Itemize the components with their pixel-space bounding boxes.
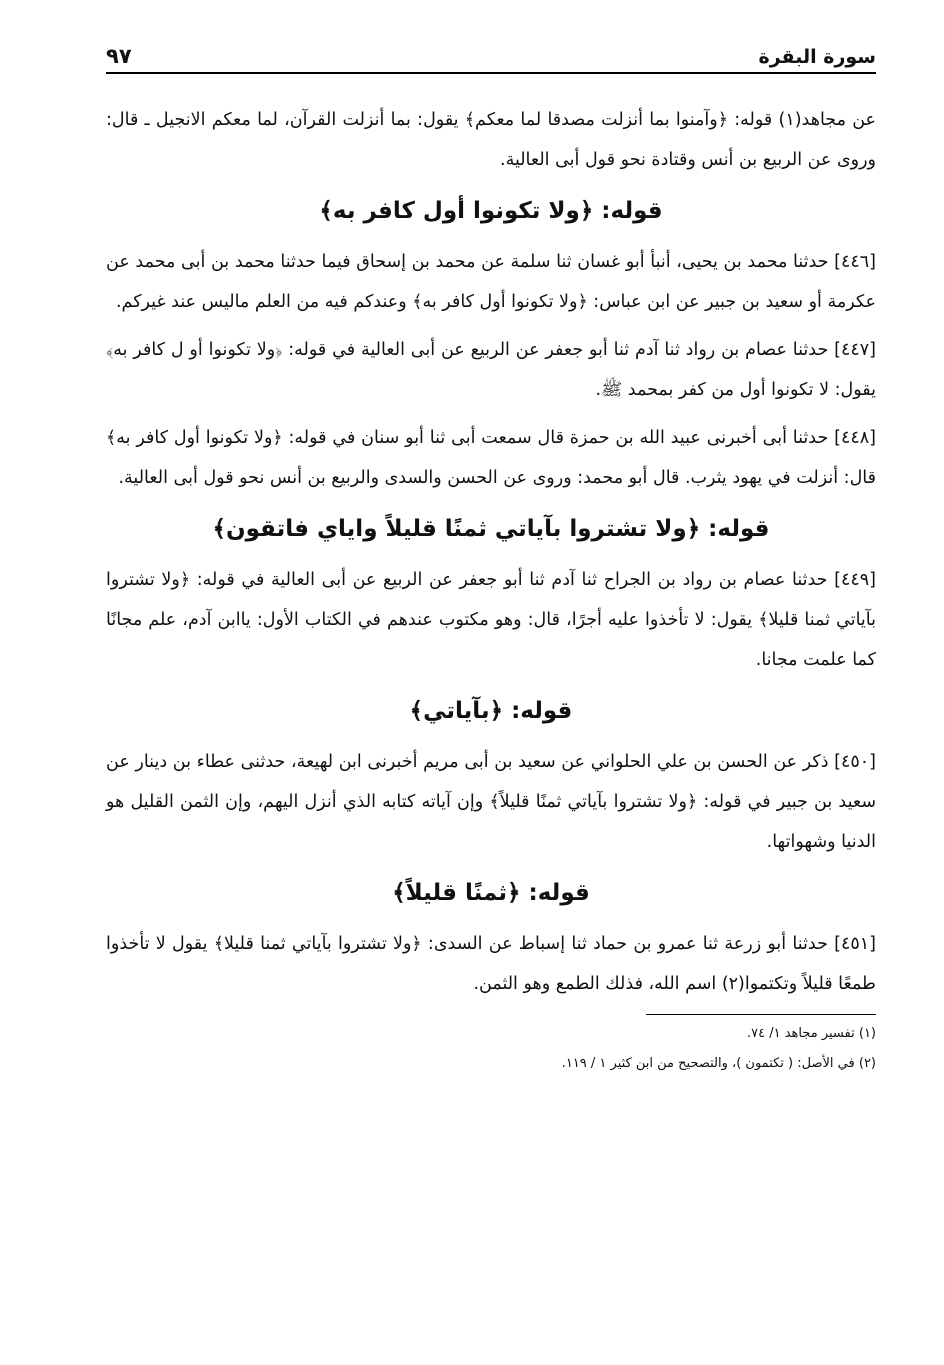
paragraph: عن مجاهد(١) قوله: ﴿وآمنوا بما أنزلت مصدقا لما معكم﴾ يقول: بما أنزلت القرآن، لما معكم الانجيل ـ قال: وروى عن الربيع بن أنس وقتادة نحو قول أبى العالية. — [106, 110, 876, 170]
section-heading: قوله: ﴿بآياتي﴾ — [409, 698, 573, 724]
page — [106, 30, 876, 1079]
paragraph: [٤٥٠] ذكر عن الحسن بن علي الحلواني عن سعيد بن أبى مريم أخبرنى ابن لهيعة، حدثنى عطاء بن دينار عن سعيد بن جبير في قوله: ﴿ولا تشتروا بآياتي ثمنًا قليلاً﴾ وإن آياته كتابه الذي أنزل اليهم، وإن الثمن القليل هو الدنيا وشهواتها. — [106, 752, 876, 852]
section-heading: قوله: ﴿ولا تشتروا بآياتي ثمنًا قليلاً واياي فاتقون﴾ — [212, 516, 770, 542]
section-heading: قوله: ﴿ولا تكونوا أول كافر به﴾ — [319, 198, 663, 224]
surah-title: سورة البقرة — [758, 46, 876, 68]
footnotes — [561, 1014, 876, 1079]
paragraph: [٤٤٩] حدثنا عصام بن رواد بن الجراح ثنا آدم ثنا أبو جعفر عن الربيع عن أبى العالية في قوله: ﴿ولا تشتروا بآياتي ثمنا قليلا﴾ يقول: لا تأخذوا عليه أجرًا، قال: وهو مكتوب عندهم في الكتاب الأول: ياابن آدم، علم مجانًا كما علمت مجانا. — [106, 570, 876, 670]
paragraph: [٤٤٨] حدثنا أبى أخبرنى عبيد الله بن حمزة قال سمعت أبى ثنا أبو سنان في قوله: ﴿ولا تكونوا أول كافر به﴾ قال: أنزلت في يهود يثرب. قال أبو محمد: وروى عن الحسن والسدى والربيع بن أنس نحو قول أبى العالية. — [106, 428, 876, 488]
page-body — [106, 100, 876, 1004]
footnote: (٢) في الأصل: ( تكتمون )، والتصحيح من ابن كثير ١ / ١١٩. — [561, 1056, 876, 1071]
paragraph: [٤٤٧] حدثنا عصام بن رواد ثنا آدم ثنا أبو جعفر عن الربيع عن أبى العالية في قوله: ﴿ولا تكونوا أو ل كافر به﴾ يقول: لا تكونوا أول من كفر بمحمد ﷺ. — [106, 340, 876, 400]
footnote: (١) تفسير مجاهد ١/ ٧٤. — [746, 1026, 876, 1041]
section-heading: قوله: ﴿ثمنًا قليلاً﴾ — [392, 880, 590, 906]
paragraph: [٤٤٦] حدثنا محمد بن يحيى، أنبأ أبو غسان ثنا سلمة عن محمد بن إسحاق فيما حدثنا محمد بن أبى محمد عن عكرمة أو سعيد بن جبير عن ابن عباس: ﴿ولا تكونوا أول كافر به﴾ وعندكم فيه من العلم ماليس عند غيركم. — [106, 252, 876, 312]
page-header — [106, 30, 876, 74]
paragraph: [٤٥١] حدثنا أبو زرعة ثنا عمرو بن حماد ثنا إسباط عن السدى: ﴿ولا تشتروا بآياتي ثمنا قليلا﴾ يقول لا تأخذوا طمعًا قليلاً وتكتموا(٢) اسم الله، فذلك الطمع وهو الثمن. — [106, 934, 876, 994]
page-number: ٩٧ — [106, 44, 132, 68]
